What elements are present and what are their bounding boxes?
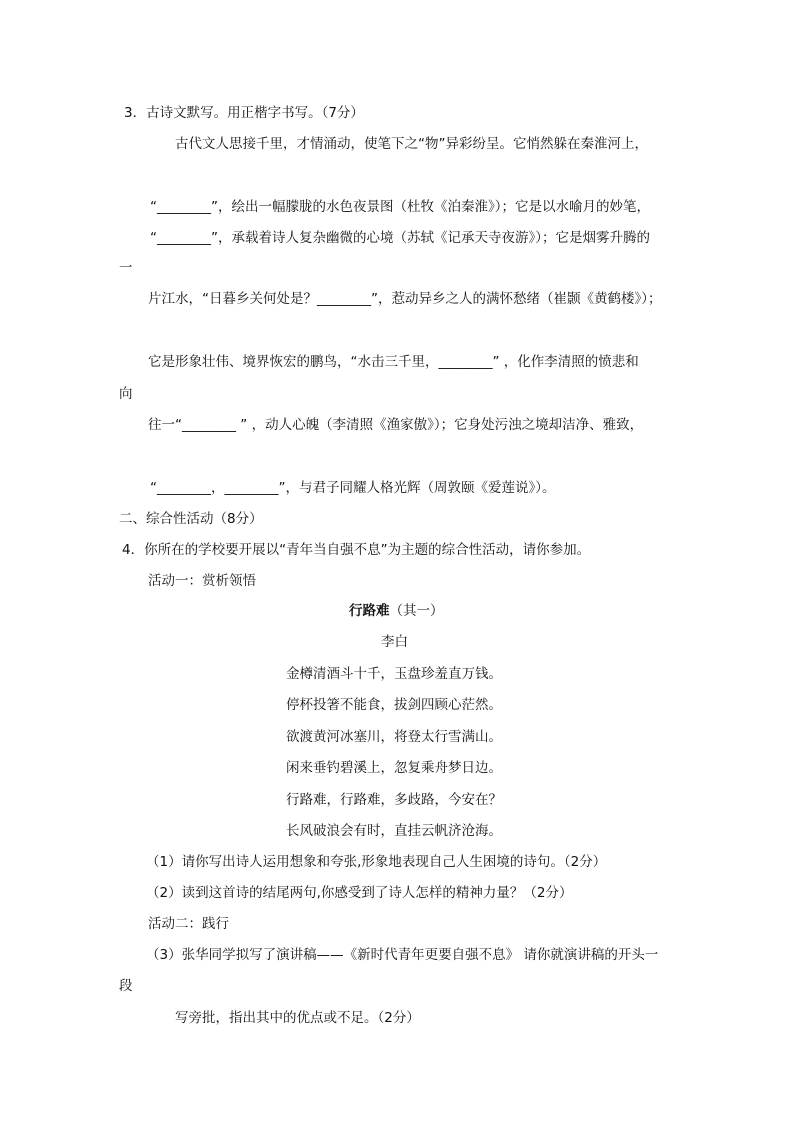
question-3-line: 古代文人思接千里，才情涌动，使笔下之“物”异彩纷呈。它悄然躲在秦淮河上，: [175, 136, 648, 152]
poem-title: [349, 601, 444, 621]
sub-question-3: （3）张华同学拟写了演讲稿——《新时代青年更要自强不息》 请你就演讲稿的开头一: [146, 947, 659, 963]
question-3-line: 往一“________ ” ，动人心魄（李清照《渔家傲》）；它身处污浊之境却洁净、雅致，: [148, 417, 644, 433]
poem-line: 行路难，行路难，多歧路，今安在？: [286, 792, 502, 808]
poem-title-main: 行路难: [349, 603, 390, 619]
poem-title-suffix: （其一）: [389, 603, 444, 619]
activity-2-label: 活动二：践行: [148, 916, 229, 932]
question-3-heading: 3．古诗文默写。用正楷字书写。（7分）: [124, 105, 364, 121]
poem-line: 欲渡黄河冰塞川，将登太行雪满山。: [286, 729, 502, 745]
activity-1-label: 活动一：赏析领悟: [148, 573, 256, 589]
question-3-line: 向: [119, 386, 133, 402]
question-3-line: 一: [119, 260, 133, 276]
question-3-line: 片江水，“日暮乡关何处是？________”，惹动异乡之人的满怀愁绪（崔颢《黄鹤楼》）；: [148, 291, 662, 307]
question-3-line: “________，________”，与君子同耀人格光辉（周敦颐《爱莲说》）。: [150, 480, 556, 496]
sub-question-3-cont: 写旁批，指出其中的优点或不足。（2分）: [175, 1010, 420, 1026]
question-3-line: “________”，承载着诗人复杂幽微的心境（苏轼《记承天寺夜游》）；它是烟雾升腾的: [150, 230, 650, 246]
poem-line: 停杯投箸不能食，拔剑四顾心茫然。: [286, 697, 502, 713]
sub-question-3-wrap: 段: [119, 978, 133, 994]
sub-question-1: （1）请你写出诗人运用想象和夸张,形象地表现自己人生困境的诗句。（2分）: [146, 854, 607, 870]
poem-line: 闲来垂钓碧溪上，忽复乘舟梦日边。: [286, 760, 502, 776]
poem-line: 长风破浪会有时，直挂云帆济沧海。: [286, 823, 502, 839]
sub-question-2: （2）读到这首诗的结尾两句,你感受到了诗人怎样的精神力量？（2分）: [146, 885, 573, 901]
section-2-heading: 二、综合性活动（8分）: [119, 511, 263, 527]
question-3-line: 它是形象壮伟、境界恢宏的鹏鸟，“水击三千里，________” ，化作李清照的愤悲和: [148, 354, 639, 370]
question-4-intro: 4．你所在的学校要开展以“青年当自强不息”为主题的综合性活动，请你参加。: [122, 542, 591, 558]
poem-line: 金樽清酒斗十千，玉盘珍羞直万钱。: [286, 666, 502, 682]
question-3-line: “________”，绘出一幅朦胧的水色夜景图（杜牧《泊秦淮》）；它是以水喻月的妙笔，: [150, 199, 650, 215]
poem-author: 李白: [381, 634, 408, 650]
